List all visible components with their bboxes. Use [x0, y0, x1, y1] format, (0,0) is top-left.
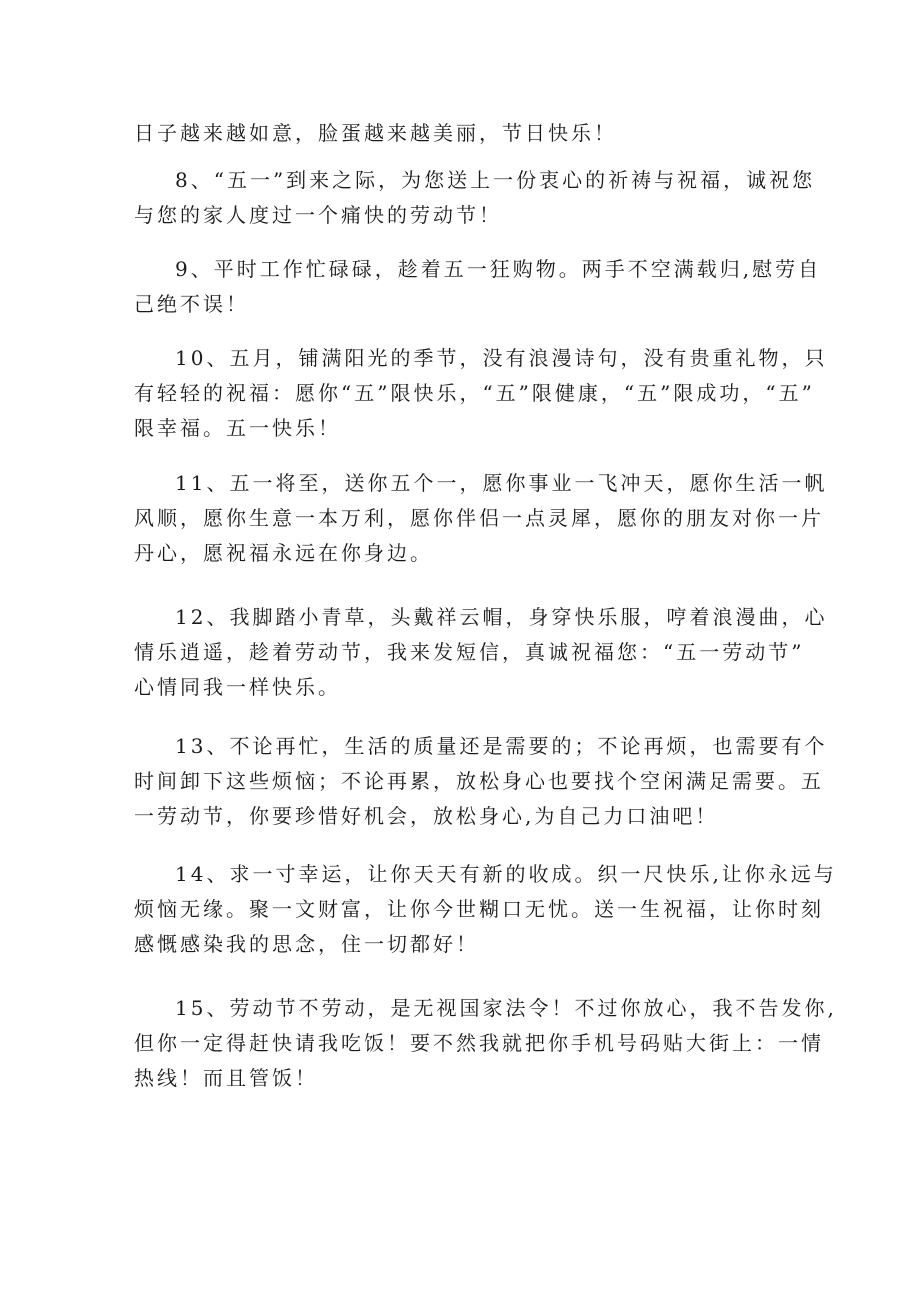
paragraph-13	[134, 729, 828, 834]
paragraph-14	[134, 857, 837, 962]
text-line: 9、平时工作忙碌碌，趁着五一狂购物。两手不空满载归,慰劳自	[175, 257, 822, 281]
text-line: 一劳动节，你要珍惜好机会，放松身心,为自己力口油吧！	[134, 804, 719, 828]
text-line: 有轻轻的祝福：愿你“五”限快乐，“五”限健康，“五”限成功，“五”	[134, 381, 815, 405]
paragraph-continuation	[134, 116, 794, 151]
text-line: 14、求一寸幸运，让你天天有新的收成。织一尺快乐,让你永远与	[175, 862, 837, 886]
text-line: 己绝不误！	[134, 292, 249, 316]
paragraph-10	[134, 341, 828, 446]
text-line: 情乐逍遥，趁着劳动节，我来发短信，真诚祝福您：“五一劳动节”	[134, 640, 805, 664]
paragraph-12	[134, 600, 828, 705]
text-line: 11、五一将至，送你五个一，愿你事业一飞冲天，愿你生活一帆	[175, 471, 828, 495]
text-line: 但你一定得赶快请我吃饭！要不然我就把你手机号码贴大街上：一情	[134, 1031, 824, 1055]
text-line: 15、劳动节不劳动，是无视国家法令！不过你放心，我不告发你,	[175, 996, 837, 1020]
text-line: 时间卸下这些烦恼；不论再累，放松身心也要找个空闲满足需要。五	[134, 769, 824, 793]
paragraph-9	[134, 252, 822, 322]
text-line: 烦恼无缘。聚一文财富，让你今世糊口无忧。送一生祝福，让你时刻	[134, 897, 824, 921]
text-line: 热线！而且管饭！	[134, 1066, 318, 1090]
text-line: 与您的家人度过一个痛快的劳动节！	[134, 203, 502, 227]
text-line: 日子越来越如意，脸蛋越来越美丽，节日快乐！	[134, 121, 617, 145]
text-line: 限幸福。五一快乐！	[134, 416, 341, 440]
paragraph-15	[134, 991, 837, 1096]
text-line: 丹心，愿祝福永远在你身边。	[134, 541, 433, 565]
text-line: 风顺，愿你生意一本万利，愿你伴侣一点灵犀，愿你的朋友对你一片	[134, 506, 824, 530]
text-line: 10、五月，铺满阳光的季节，没有浪漫诗句，没有贵重礼物，只	[175, 346, 828, 370]
text-line: 8、“五一”到来之际，为您送上一份衷心的祈祷与祝福，诚祝您	[175, 168, 816, 192]
paragraph-8	[134, 163, 816, 233]
text-line: 12、我脚踏小青草，头戴祥云帽，身穿快乐服，哼着浪漫曲，心	[175, 605, 828, 629]
text-line: 心情同我一样快乐。	[134, 675, 341, 699]
text-line: 感慨感染我的思念，住一切都好！	[134, 932, 479, 956]
text-line: 13、不论再忙，生活的质量还是需要的；不论再烦，也需要有个	[175, 734, 828, 758]
paragraph-11	[134, 466, 828, 571]
